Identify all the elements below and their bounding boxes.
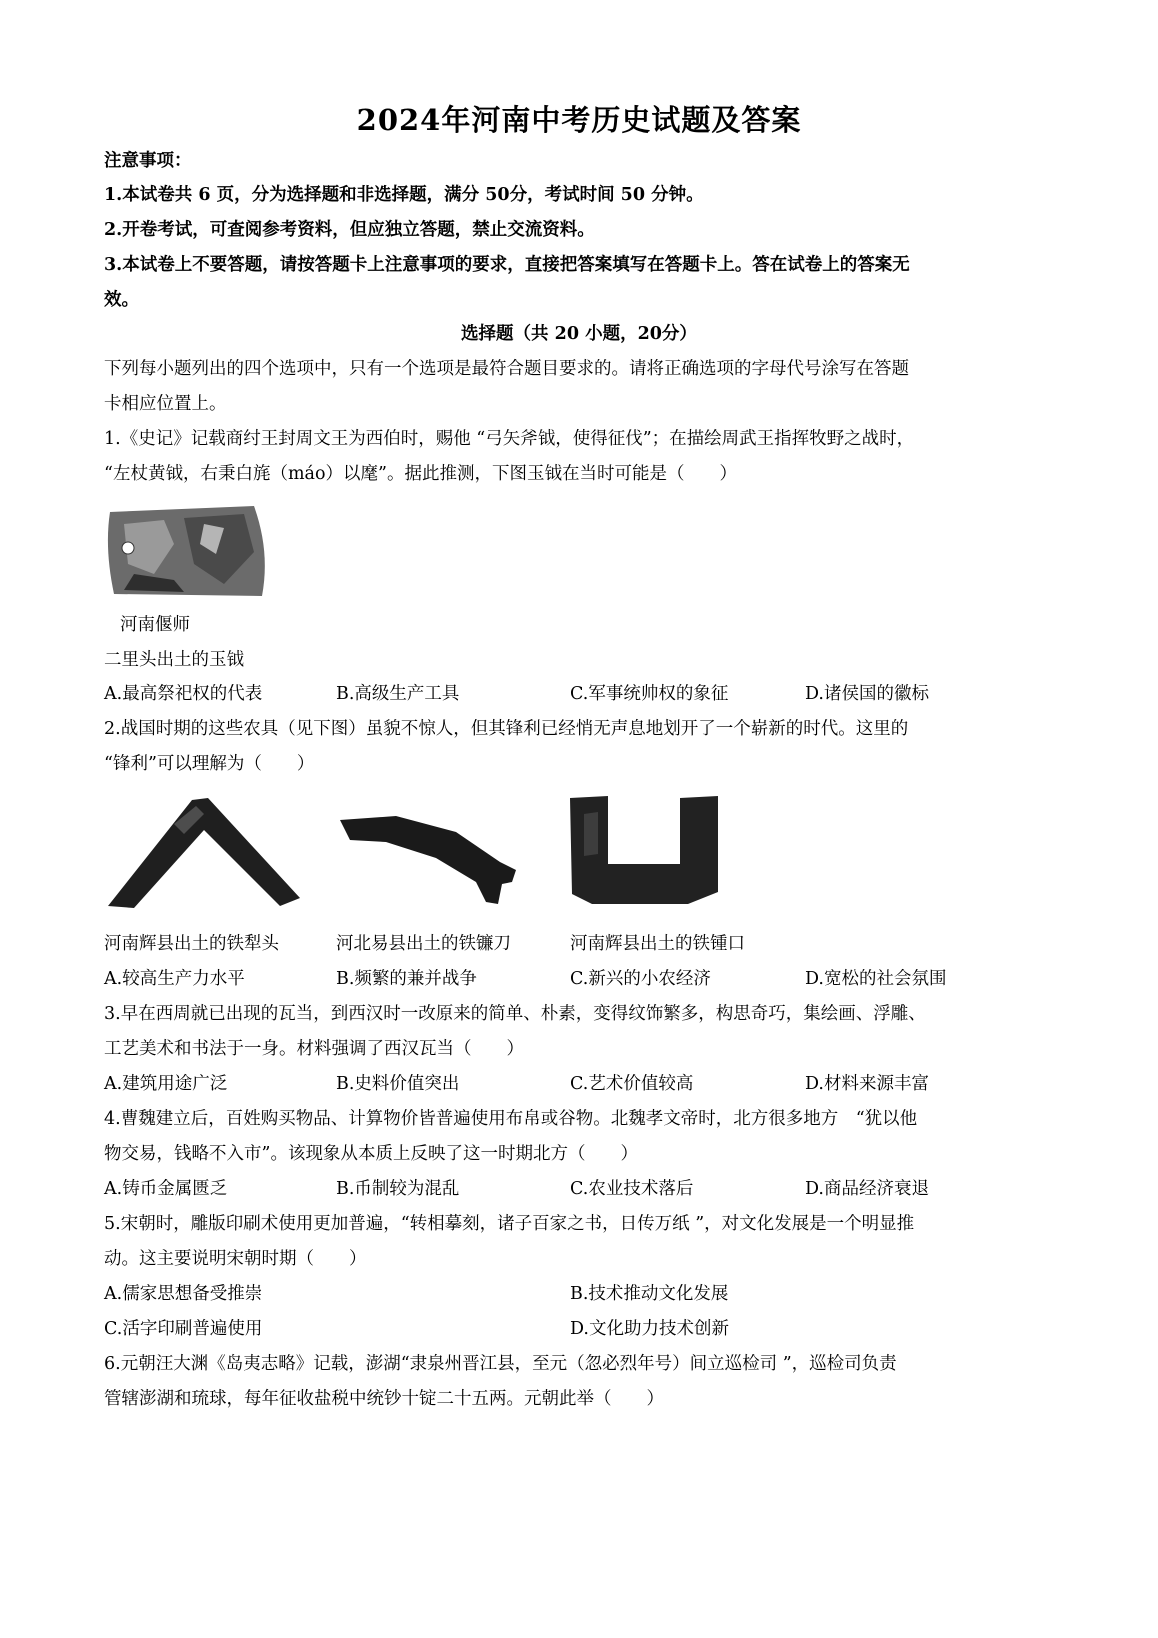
figure-caption: 河南辉县出土的铁犁头 [104, 934, 279, 954]
question-5-text: 5.宋朝时，雕版印刷术使用更加普遍，“转相摹刻，诸子百家之书，日传万纸 ”，对文化发展是一个明显推 [104, 1214, 915, 1234]
option-c: C.军事统帅权的象征 [570, 684, 729, 704]
option-c: C.活字印刷普遍使用 [104, 1319, 263, 1339]
page-title: 2024年河南中考历史试题及答案 [356, 103, 802, 137]
question-5-text: 动。这主要说明宋朝时期（ ） [104, 1249, 367, 1269]
iron-hoe-image [568, 794, 722, 906]
option-a: A.较高生产力水平 [104, 969, 245, 989]
notice-item: 3.本试卷上不要答题，请按答题卡上注意事项的要求，直接把答案填写在答题卡上。答在试卷上的答案无 [104, 255, 910, 275]
option-a: A.建筑用途广泛 [104, 1074, 228, 1094]
figure-caption: 河南偃师 [120, 615, 190, 635]
question-1-text: “左杖黄钺，右秉白旄（máo）以麾”。据此推测，下图玉钺在当时可能是（ ） [104, 464, 737, 484]
iron-sickle-image [336, 812, 520, 908]
option-b: B.高级生产工具 [336, 684, 460, 704]
question-6-text: 6.元朝汪大渊《岛夷志略》记载，澎湖“隶泉州晋江县，至元（忽必烈年号）间立巡检司 ”，巡检司负责 [104, 1354, 897, 1374]
question-3-text: 3.早在西周就已出现的瓦当，到西汉时一改原来的简单、朴素，变得纹饰繁多，构思奇巧，集绘画、浮雕、 [104, 1004, 926, 1024]
notice-item: 效。 [104, 290, 139, 310]
option-b: B.技术推动文化发展 [570, 1284, 729, 1304]
question-3-text: 工艺美术和书法于一身。材料强调了西汉瓦当（ ） [104, 1039, 524, 1059]
option-b: B.币制较为混乱 [336, 1179, 460, 1199]
option-c: C.艺术价值较高 [570, 1074, 694, 1094]
question-6-text: 管辖澎湖和琉球，每年征收盐税中统钞十锭二十五两。元朝此举（ ） [104, 1389, 664, 1409]
option-a: A.最高祭祀权的代表 [104, 684, 263, 704]
notice-item: 2.开卷考试，可查阅参考资料，但应独立答题，禁止交流资料。 [104, 220, 595, 240]
question-1-text: 1.《史记》记载商纣王封周文王为西伯时，赐他 “弓矢斧钺，使得征伐”；在描绘周武王指挥牧野之战时， [104, 429, 915, 449]
iron-plough-image [104, 794, 304, 914]
question-2-text: 2.战国时期的这些农具（见下图）虽貌不惊人，但其锋利已经悄无声息地划开了一个崭新的时代。这里的 [104, 719, 909, 739]
figure-caption: 二里头出土的玉钺 [104, 650, 244, 670]
option-c: C.农业技术落后 [570, 1179, 694, 1199]
question-2-text: “锋利”可以理解为（ ） [104, 754, 315, 774]
figure-caption: 河北易县出土的铁镰刀 [336, 934, 511, 954]
option-d: D.宽松的社会氛围 [805, 969, 947, 989]
option-a: A.儒家思想备受推崇 [104, 1284, 263, 1304]
option-d: D.文化助力技术创新 [570, 1319, 729, 1339]
section-intro: 卡相应位置上。 [104, 394, 227, 414]
option-d: D.商品经济衰退 [805, 1179, 929, 1199]
section-heading: 选择题（共 20 小题，20分） [461, 324, 697, 344]
notice-heading: 注意事项： [104, 151, 192, 171]
notice-item: 1.本试卷共 6 页，分为选择题和非选择题，满分 50分，考试时间 50 分钟。 [104, 185, 704, 205]
option-d: D.材料来源丰富 [805, 1074, 929, 1094]
option-b: B.频繁的兼并战争 [336, 969, 477, 989]
option-d: D.诸侯国的徽标 [805, 684, 929, 704]
section-intro: 下列每小题列出的四个选项中，只有一个选项是最符合题目要求的。请将正确选项的字母代号涂写在答题 [104, 359, 909, 379]
option-b: B.史料价值突出 [336, 1074, 460, 1094]
question-4-text: 物交易，钱略不入市”。该现象从本质上反映了这一时期北方（ ） [104, 1144, 638, 1164]
question-4-text: 4.曹魏建立后，百姓购买物品、计算物价皆普遍使用布帛或谷物。北魏孝文帝时，北方很多地方 “犹以他 [104, 1109, 918, 1129]
option-a: A.铸币金属匮乏 [104, 1179, 228, 1199]
option-c: C.新兴的小农经济 [570, 969, 711, 989]
figure-caption: 河南辉县出土的铁锺口 [570, 934, 745, 954]
jade-axe-image [104, 504, 270, 600]
